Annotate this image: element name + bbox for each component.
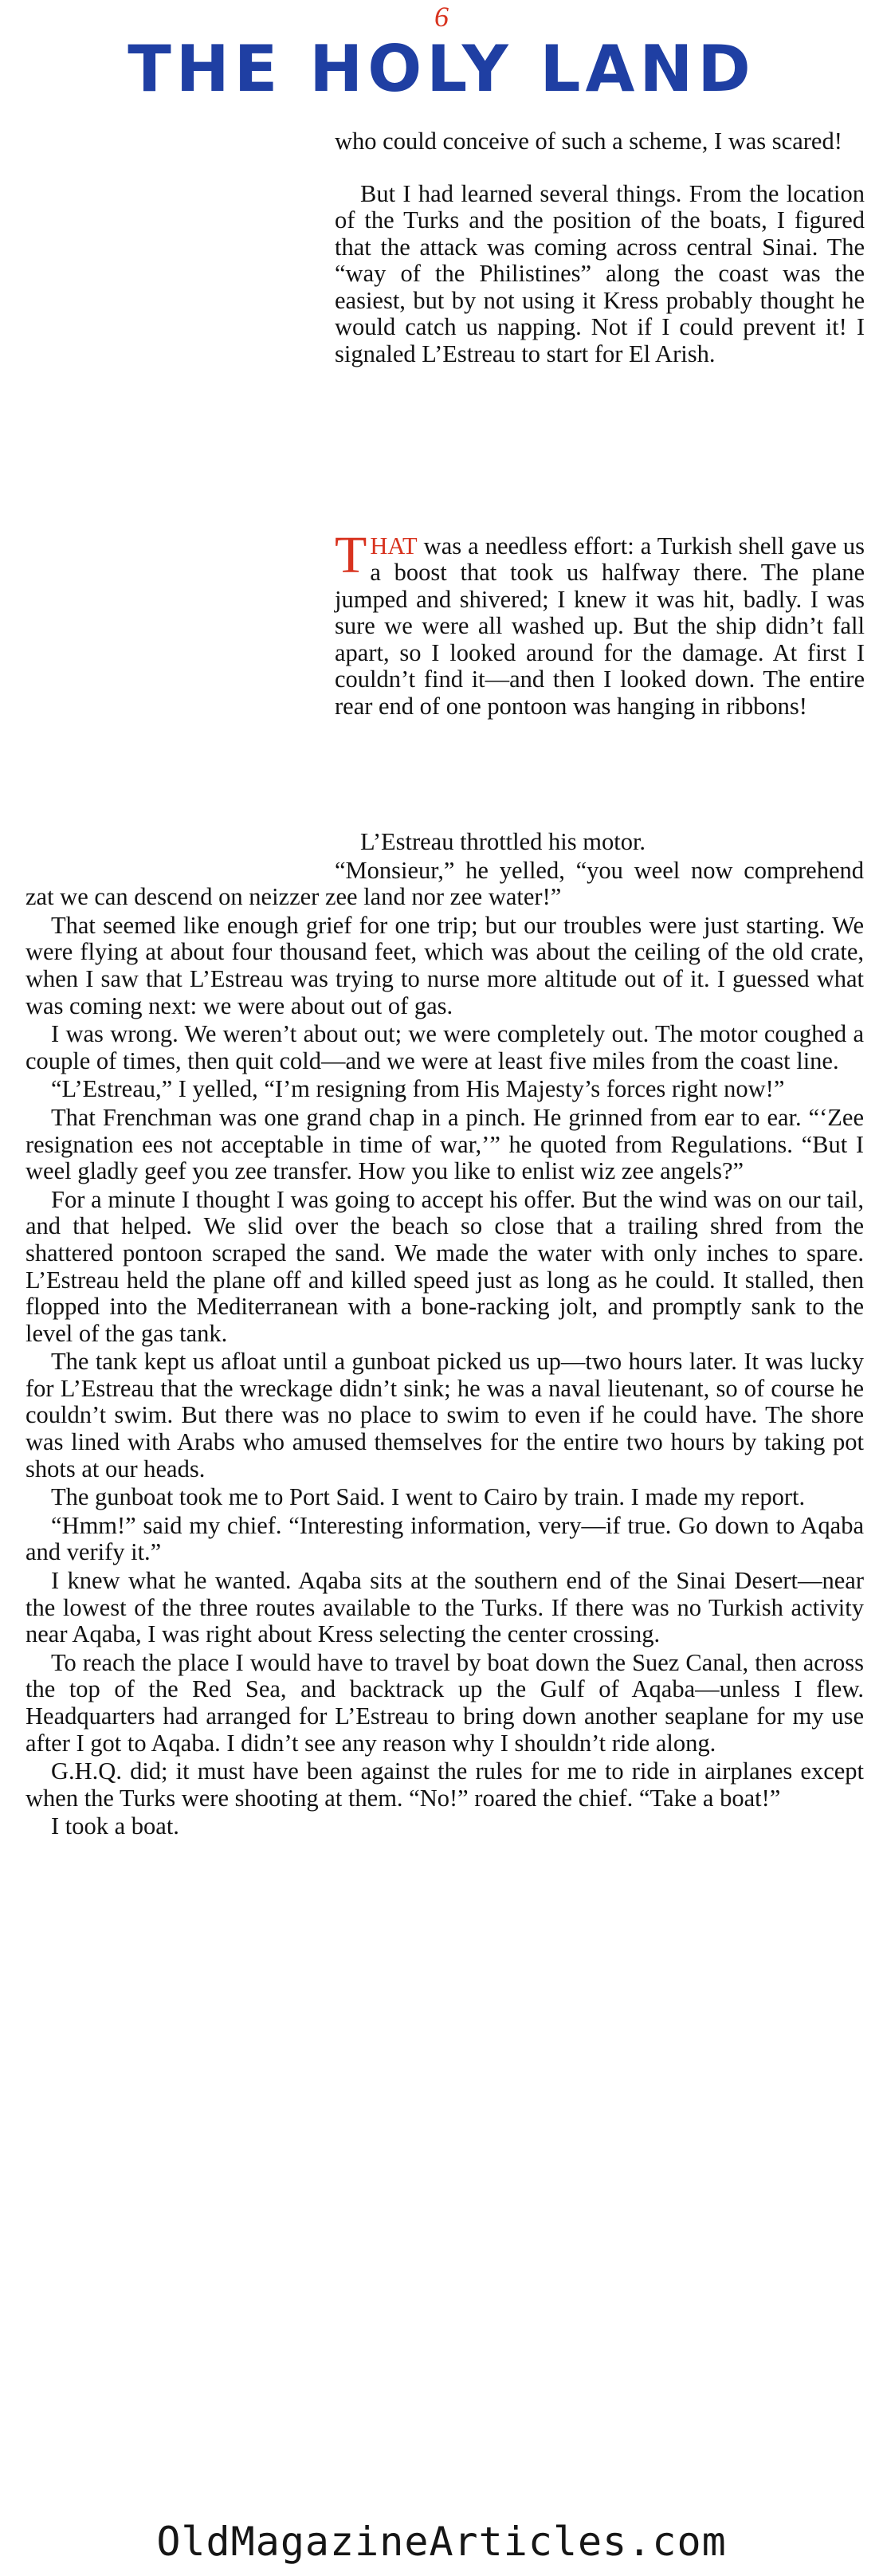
paragraph: I knew what he wanted. Aqaba sits at the southern end of the Sinai Desert—near the lowest of the three routes available to the Turks. If there was no Turkish activity near Aqaba, I was right about Kress selecting the center crossing. — [26, 1567, 864, 1648]
page-title: THE HOLY LAND — [128, 32, 755, 106]
paragraph: “L’Estreau,” I yelled, “I’m resigning from His Majesty’s forces right now!” — [51, 1075, 785, 1103]
paragraph: I was wrong. We weren’t about out; we were completely out. The motor coughed a couple of times, then quit cold—and we were at least five miles from the coast line. — [26, 1020, 864, 1074]
paragraph: G.H.Q. did; it must have been against the rules for me to ride in airplanes except when the Turks were shooting at them. “No!” roared the chief. “Take a boat!” — [26, 1757, 864, 1812]
page-number: 6 — [434, 1, 449, 33]
paragraph: L’Estreau throttled his motor. — [360, 828, 646, 855]
paragraph: The tank kept us afloat until a gunboat picked us up—two hours later. It was lucky for L’Estreau that the wreckage didn’t sink; he was a naval lieutenant, so of course he couldn’t swim. But there was no place to swim to even if he could have. The shore was lined with Arabs who amused themselves for the entire two hours by taking pot shots at our heads. — [26, 1348, 864, 1482]
paragraph-dropcap — [335, 525, 865, 721]
paragraph: But I had learned several things. From the location of the Turks and the position of the boats, I figured that the attack was coming across central Sinai. The “way of the Philistines” along the coast was the easiest, but by not using it Kress probably thought he would catch us napping. Not if I could prevent it! I signaled L’Estreau to start for El Arish. — [335, 179, 865, 368]
paragraph: That Frenchman was one grand chap in a pinch. He grinned from ear to ear. “‘Zee resignation ees not acceptable in time of war,’” he quoted from Regulations. “But I weel gladly geef you zee transfer. How you like to enlist wiz zee angels?” — [26, 1103, 864, 1185]
paragraph-text: was a needless effort: a Turkish shell gave us a boost that took us halfway there. The plane jumped and shivered; I knew it was hit, badly. I was sure we were all washed up. But the ship didn’t fall apart, so I looked around for the damage. At first I couldn’t find it—and then I looked down. The entire rear end of one pontoon was hanging in ribbons! — [335, 532, 865, 721]
smallcaps-lead: HAT — [370, 532, 418, 560]
paragraph: “Monsieur,” he yelled, “you weel now comprehend zat we can descend on neizzer zee land nor zee water!” — [26, 856, 864, 911]
paragraph: To reach the place I would have to travel by boat down the Suez Canal, then across the top of the Red Sea, and backtrack up the Gulf of Aqaba—unless I flew. Headquarters had arranged for L’Estreau to bring down another seaplane for my use after I got to Aqaba. I didn’t see any reason why I shouldn’t ride along. — [26, 1648, 864, 1757]
dropcap-letter: T — [335, 525, 367, 584]
paragraph: That seemed like enough grief for one trip; but our troubles were just starting. We were flying at about four thousand feet, which was about the ceiling of the old crate, when I saw that L’Estreau was trying to nurse more altitude out of it. I guessed what was coming next: we were about out of gas. — [26, 911, 864, 1019]
wide-column — [26, 829, 864, 1842]
paragraph: “Hmm!” said my chief. “Interesting information, very—if true. Go down to Aqaba and verify it.” — [26, 1511, 864, 1566]
paragraph: I took a boat. — [51, 1812, 179, 1840]
paragraph: The gunboat took me to Port Said. I went to Cairo by train. I made my report. — [51, 1483, 806, 1511]
paragraph: For a minute I thought I was going to accept his offer. But the wind was on our tail, and that helped. We slid over the beach so close that a trailing shred from the shattered pontoon scraped the sand. We made the water with only inches to spare. L’Estreau held the plane off and killed speed just as long as he could. It stalled, then flopped into the Mediterranean with a bone-racking jolt, and promptly sank to the level of the gas tank. — [26, 1185, 864, 1347]
paragraph: who could conceive of such a scheme, I was scared! — [335, 127, 842, 155]
site-watermark: OldMagazineArticles.com — [156, 2519, 727, 2565]
